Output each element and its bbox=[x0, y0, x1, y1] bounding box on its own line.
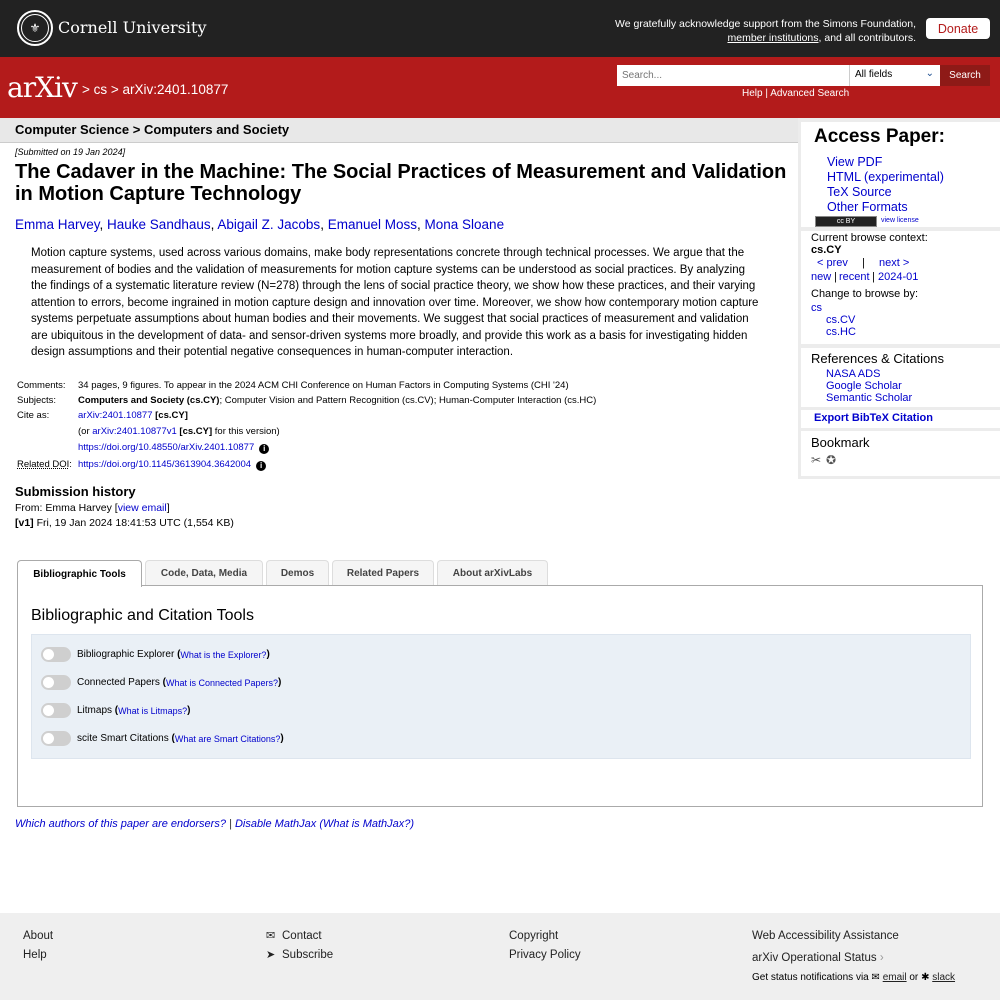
footer-copyright-link[interactable]: Copyright bbox=[509, 930, 559, 942]
cite-id-link[interactable]: arXiv:2401.10877 bbox=[78, 410, 153, 421]
access-paper-box bbox=[801, 122, 1000, 227]
arxiv-header bbox=[0, 57, 1000, 118]
footer-subscribe-link[interactable]: ➤ Subscribe bbox=[266, 946, 333, 965]
search-button[interactable]: Search bbox=[940, 65, 990, 86]
author-link[interactable]: Emma Harvey bbox=[15, 217, 100, 232]
access-heading: Access Paper: bbox=[814, 126, 945, 147]
arxiv-logo[interactable]: arXiv bbox=[7, 71, 77, 104]
tab-demos[interactable]: Demos bbox=[266, 560, 329, 585]
tool-info-link[interactable]: What is Connected Papers? bbox=[165, 677, 279, 688]
google-scholar-link[interactable]: Google Scholar bbox=[826, 380, 902, 392]
footer-about-link[interactable]: About bbox=[23, 930, 54, 942]
toggle-switch[interactable] bbox=[41, 675, 71, 690]
slack-icon: ✱ bbox=[921, 972, 930, 983]
help-links: Help | Advanced Search bbox=[742, 88, 850, 99]
help-link[interactable]: Help bbox=[742, 88, 763, 99]
authors: Emma Harvey, Hauke Sandhaus, Abigail Z. Jacobs, Emanuel Moss, Mona Sloane bbox=[15, 217, 505, 232]
paper-plane-icon: ➤ bbox=[266, 949, 276, 961]
envelope-icon: ✉ bbox=[871, 972, 880, 983]
tool-info-link[interactable]: What are Smart Citations? bbox=[174, 733, 281, 744]
version-link[interactable]: arXiv:2401.10877v1 bbox=[92, 426, 177, 437]
slack-link[interactable]: slack bbox=[932, 972, 956, 983]
tab-code-data-media[interactable]: Code, Data, Media bbox=[145, 560, 263, 585]
footer-contact-link[interactable]: ✉ Contact bbox=[266, 927, 333, 946]
bibsonomy-icon[interactable]: ✂ bbox=[811, 453, 822, 467]
cc-license-badge[interactable]: cc BY bbox=[815, 216, 877, 227]
info-icon[interactable]: i bbox=[256, 461, 266, 471]
toggle-switch[interactable] bbox=[41, 647, 71, 662]
reddit-icon[interactable]: ✪ bbox=[826, 453, 837, 467]
tab-related-papers[interactable]: Related Papers bbox=[332, 560, 434, 585]
search-input[interactable] bbox=[617, 65, 849, 86]
tex-source-link[interactable]: TeX Source bbox=[827, 185, 892, 199]
toggle-switch[interactable] bbox=[41, 703, 71, 718]
author-link[interactable]: Hauke Sandhaus bbox=[107, 217, 211, 232]
envelope-icon: ✉ bbox=[266, 930, 276, 942]
status-notifications: Get status notifications via ✉ email or ✱ slack bbox=[752, 972, 956, 983]
bibliographic-tools-panel bbox=[17, 585, 983, 807]
tool-row: scite Smart Citations ( What are Smart Citations? ) bbox=[41, 731, 284, 746]
next-link[interactable]: next > bbox=[879, 257, 910, 269]
browse-context-box: Current browse context: cs.CY < prev | next > new | recent | 2024-01 Change to browse by: cs cs.CV cs.HC bbox=[801, 231, 1000, 344]
author-link[interactable]: Mona Sloane bbox=[424, 217, 505, 232]
toggle-switch[interactable] bbox=[41, 731, 71, 746]
export-box bbox=[801, 410, 1000, 428]
donate-button[interactable]: Donate bbox=[926, 18, 990, 39]
chevron-right-icon: › bbox=[879, 952, 884, 964]
tool-info-link[interactable]: What is Litmaps? bbox=[118, 705, 188, 716]
prev-link[interactable]: < prev bbox=[817, 257, 848, 269]
breadcrumb[interactable]: > cs > arXiv:2401.10877 bbox=[82, 82, 229, 97]
tool-info-link[interactable]: What is the Explorer? bbox=[180, 649, 267, 660]
browse-cshc-link[interactable]: cs.HC bbox=[826, 326, 856, 338]
nasa-ads-link[interactable]: NASA ADS bbox=[826, 368, 881, 380]
tool-row: Bibliographic Explorer ( What is the Explorer? ) bbox=[41, 647, 270, 662]
member-institutions-link[interactable]: member institutions bbox=[727, 32, 819, 44]
footer bbox=[0, 913, 1000, 1000]
disable-mathjax-link[interactable]: Disable MathJax bbox=[234, 818, 317, 830]
tool-row: Connected Papers ( What is Connected Papers? ) bbox=[41, 675, 281, 690]
tab-bibliographic-tools[interactable]: Bibliographic Tools bbox=[17, 560, 142, 587]
field-select[interactable]: All fields ⌄ bbox=[849, 65, 940, 86]
advanced-search-link[interactable]: Advanced Search bbox=[770, 88, 850, 99]
new-link[interactable]: new bbox=[811, 271, 832, 283]
html-link[interactable]: HTML (experimental) bbox=[827, 170, 944, 184]
browse-cs-link[interactable]: cs bbox=[811, 302, 822, 314]
browse-cscv-link[interactable]: cs.CV bbox=[826, 314, 856, 326]
author-link[interactable]: Abigail Z. Jacobs bbox=[217, 217, 321, 232]
panel-title: Bibliographic and Citation Tools bbox=[31, 607, 254, 624]
tab-about-arxivlabs[interactable]: About arXivLabs bbox=[437, 560, 548, 585]
acknowledgement: We gratefully acknowledge support from the Simons Foundation, member institutions, and all contributors. bbox=[615, 18, 916, 44]
references-box: References & Citations NASA ADS Google Scholar Semantic Scholar bbox=[801, 348, 1000, 407]
doi-link[interactable]: https://doi.org/10.48550/arXiv.2401.10877 bbox=[78, 442, 255, 453]
accessibility-link[interactable]: Web Accessibility Assistance bbox=[752, 930, 899, 942]
endorsers-link[interactable]: Which authors of this paper are endorsers? bbox=[15, 818, 226, 830]
footer-privacy-link[interactable]: Privacy Policy bbox=[509, 949, 581, 961]
operational-status-link[interactable]: arXiv Operational Status › bbox=[752, 952, 884, 964]
semantic-scholar-link[interactable]: Semantic Scholar bbox=[826, 392, 913, 404]
recent-link[interactable]: recent bbox=[839, 271, 870, 283]
view-license-link[interactable]: view license bbox=[881, 217, 919, 224]
cornell-name[interactable]: Cornell University bbox=[58, 18, 207, 37]
other-formats-link[interactable]: Other Formats bbox=[827, 200, 908, 214]
abstract: Motion capture systems, used across various domains, make body representations concrete through technical processes. We argue that the measurement of bodies and the validation of measurements for motion capture systems can be understood as social practices. By analyzing the findings of a systematic literature review (N=278) through the lens of social practice theory, we show how these practices, and their varying attention to errors, become ingrained in motion capture design and innovation over time. Moreover, we show how contemporary motion capture systems perpetuate assumptions about human bodies and their movements. We suggest that social practices of measurement and validation are ubiquitous in the development of data- and sensor-driven systems more broadly, and provide this work as a basis for investigating hidden design assumptions and their potential negative consequences in human-computer interaction. bbox=[31, 247, 759, 358]
cornell-seal-icon[interactable]: ⚜ bbox=[17, 10, 53, 46]
view-pdf-link[interactable]: View PDF bbox=[827, 155, 883, 169]
email-link[interactable]: email bbox=[882, 972, 907, 983]
cornell-topbar bbox=[0, 0, 1000, 57]
footer-help-link[interactable]: Help bbox=[23, 949, 47, 961]
sidebar bbox=[798, 118, 1000, 479]
month-link[interactable]: 2024-01 bbox=[878, 271, 919, 283]
view-email-link[interactable]: view email bbox=[117, 502, 167, 514]
info-icon[interactable]: i bbox=[259, 444, 269, 454]
related-doi-link[interactable]: https://doi.org/10.1145/3613904.3642004 bbox=[78, 459, 252, 470]
chevron-down-icon: ⌄ bbox=[925, 68, 934, 79]
bookmark-box: Bookmark ✂ ✪ bbox=[801, 431, 1000, 476]
submission-history: Submission history From: Emma Harvey [view email] [v1] Fri, 19 Jan 2024 18:41:53 UTC (1,554 KB) bbox=[15, 484, 234, 529]
paper-title: The Cadaver in the Machine: The Social Practices of Measurement and Validation in Motion Capture Technology bbox=[15, 161, 787, 205]
subject-breadcrumb: Computer Science > Computers and Society bbox=[0, 118, 798, 143]
export-bibtex-link[interactable]: Export BibTeX Citation bbox=[814, 412, 933, 424]
submitted-date: [Submitted on 19 Jan 2024] bbox=[15, 147, 126, 157]
what-is-mathjax-link[interactable]: (What is MathJax?) bbox=[319, 818, 415, 830]
author-link[interactable]: Emanuel Moss bbox=[327, 217, 417, 232]
tools-box bbox=[31, 634, 971, 759]
tool-row: Litmaps ( What is Litmaps? ) bbox=[41, 703, 191, 718]
endorsers-line: Which authors of this paper are endorsers? | Disable MathJax (What is MathJax?) bbox=[15, 818, 415, 830]
